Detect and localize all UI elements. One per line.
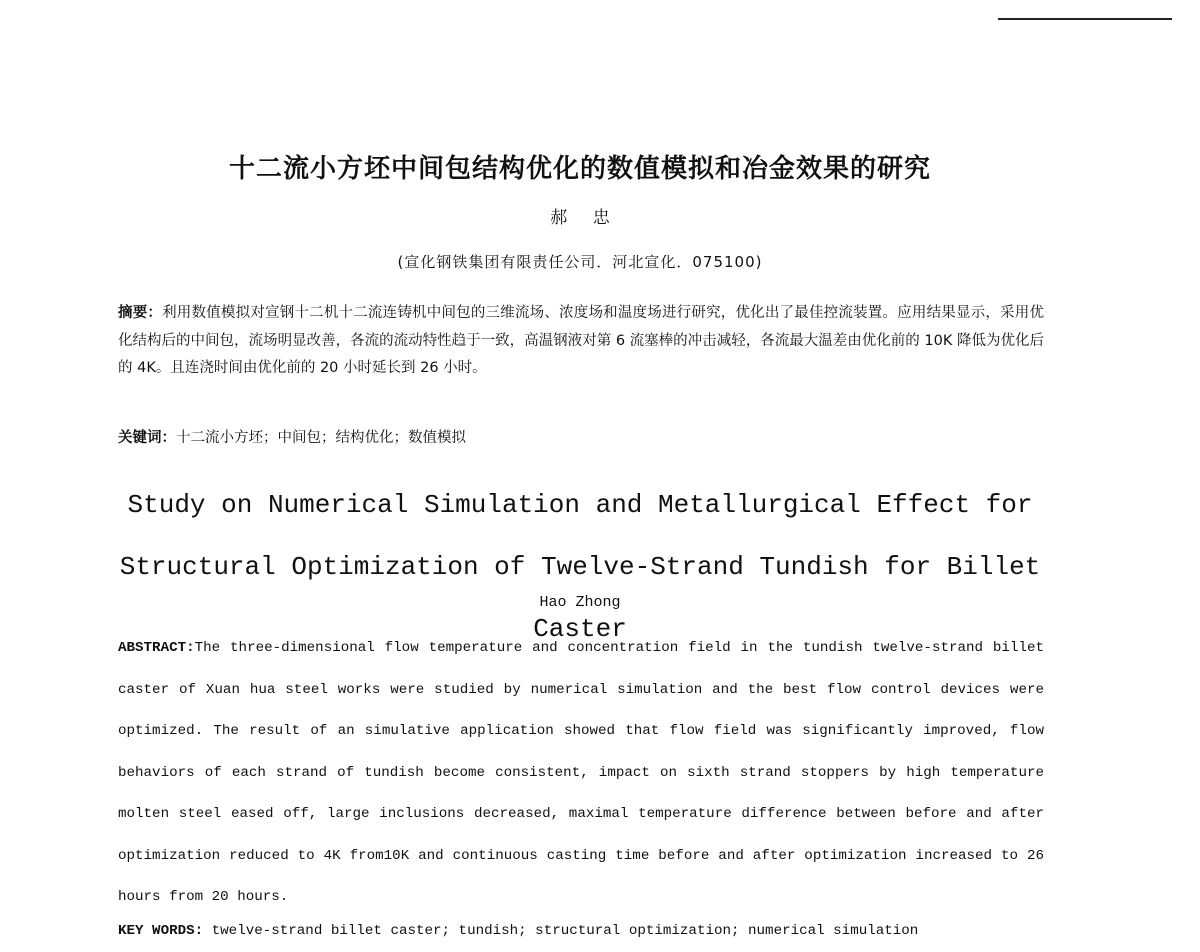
chinese-abstract-text: 利用数值模拟对宣钢十二机十二流连铸机中间包的三维流场、浓度场和温度场进行研究，优化出了最佳控流装置。应用结果显示，采用优化结构后的中间包，流场明显改善，各流的流动特性趋于一致，高温钢液对第 6 流塞棒的冲击减轻，各流最大温差由优化前的 10K 降低为优化后的 4K。且连浇时间由优化前的 20 小时延长到 26 小时。 (118, 305, 1044, 376)
header-rule (998, 18, 1172, 20)
chinese-affiliation: (宣化钢铁集团有限责任公司．河北宣化．075100) (397, 253, 763, 271)
english-abstract (118, 628, 1044, 919)
english-title-line-2: Structural Optimization of Twelve-Strand Tundish for Billet Caster (119, 552, 1041, 644)
english-abstract-label: ABSTRACT: (118, 640, 195, 656)
english-keywords-text: twelve-strand billet caster; tundish; structural optimization; numerical simulation (203, 923, 919, 939)
chinese-keywords-text: 十二流小方坯；中间包；结构优化；数值模拟 (176, 430, 466, 446)
chinese-keywords (118, 426, 1044, 447)
english-abstract-text: The three-dimensional flow temperature and concentration field in the tundish twelve-strand billet caster of Xuan hua steel works were studied by numerical simulation and the best flow control devices were optimized. The result of an simulative application showed that flow field was significantly improved, flow behaviors of each strand of tundish become consistent, impact on sixth strand stoppers by high temperature molten steel eased off, large inclusions decreased, maximal temperature difference between before and after optimization reduced to 4K from10K and continuous casting time before and after optimization increased to 26 hours from 20 hours. (118, 640, 1044, 905)
chinese-abstract (118, 300, 1044, 383)
chinese-title: 十二流小方坯中间包结构优化的数值模拟和冶金效果的研究 (228, 154, 931, 184)
english-keywords (118, 923, 1044, 939)
english-keywords-label: KEY WORDS: (118, 923, 204, 939)
chinese-keywords-label: 关键词： (118, 430, 176, 446)
english-title-line-1: Study on Numerical Simulation and Metallurgical Effect for (127, 490, 1033, 520)
english-author: Hao Zhong (539, 594, 621, 611)
chinese-abstract-label: 摘要： (118, 305, 163, 321)
chinese-author: 郝 忠 (550, 208, 610, 228)
